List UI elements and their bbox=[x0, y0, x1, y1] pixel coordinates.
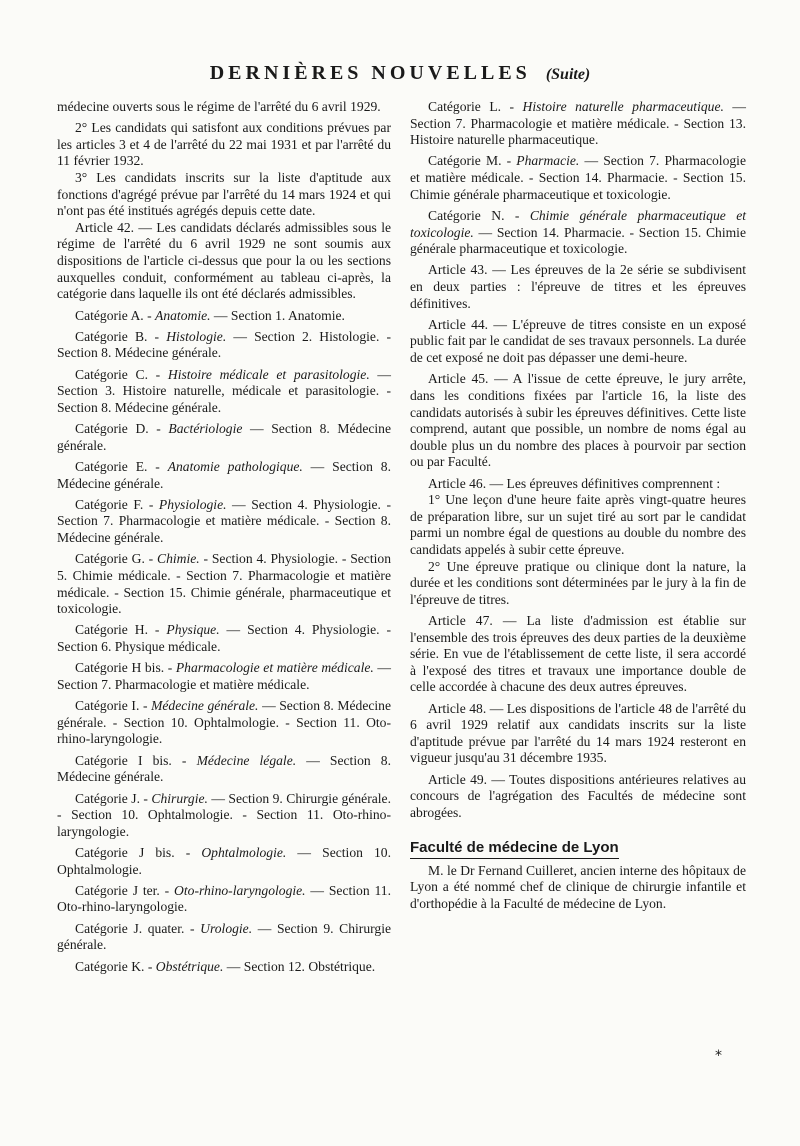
article-paragraph: 1° Une leçon d'une heure faite après vingt-quatre heures de préparation libre, sur un sujet tiré au sort par le candidat parmi un nombre égal de questions au double du nombre des candidats appelés à subir cette épreuve. bbox=[410, 492, 746, 557]
category-discipline: Médecine légale. bbox=[196, 752, 297, 768]
category-discipline: Chirurgie. bbox=[151, 790, 208, 806]
category-label: Catégorie J. quater. - bbox=[75, 920, 201, 936]
footer-mark: * bbox=[715, 1048, 722, 1064]
category-paragraph bbox=[57, 308, 391, 325]
category-label: Catégorie C. - bbox=[75, 366, 168, 382]
section-paragraph: M. le Dr Fernand Cuilleret, ancien interne des hôpitaux de Lyon a été nommé chef de clinique de chirurgie infantile et d'orthopédie à la Faculté de médecine de Lyon. bbox=[410, 862, 746, 911]
category-discipline: Oto-rhino-laryngologie. bbox=[174, 882, 306, 898]
category-label: Catégorie I. - bbox=[75, 698, 152, 714]
article-paragraph: 3° Les candidats inscrits sur la liste d'aptitude aux fonctions d'agrégé prévue par l'arrêté du 14 mars 1924 et qui n'ont pas été institués agrégés depuis cette date. bbox=[57, 170, 391, 219]
category-paragraph bbox=[57, 883, 391, 916]
category-label: Catégorie N. - bbox=[428, 207, 530, 223]
category-paragraph bbox=[57, 367, 391, 417]
category-discipline: Pharmacie. bbox=[516, 153, 580, 169]
category-paragraph bbox=[57, 959, 391, 976]
category-discipline: Anatomie. bbox=[155, 307, 211, 323]
article-paragraph: Article 45. — A l'issue de cette épreuve, le jury arrête, dans les conditions fixées par l'article 16, la liste des candidats autorisés à subir les épreuves définitives. Cette liste comprend, autant que possible, un nombre de noms égal au double plus un du nombre des places à pourvoir par section ou par Faculté. bbox=[410, 371, 746, 470]
category-paragraph bbox=[57, 791, 391, 841]
header-suite: (Suite) bbox=[545, 66, 591, 83]
category-label: Catégorie E. - bbox=[75, 459, 168, 474]
category-discipline: Bactériologie bbox=[168, 421, 243, 437]
article-paragraph: Article 46. — Les épreuves définitives comprennent : bbox=[428, 475, 721, 491]
category-label: Catégorie I bis. - bbox=[75, 752, 197, 768]
category-paragraph bbox=[57, 698, 391, 748]
category-label: Catégorie H. - bbox=[75, 622, 167, 638]
category-sections: — Section 4. Physiologie. - Section 6. Physique médicale. bbox=[57, 622, 391, 654]
article-paragraph: 2° Une épreuve pratique ou clinique dont la nature, la durée et les conditions sont déterminées par le jury à la fin de l'épreuve de titres. bbox=[410, 558, 746, 607]
category-paragraph bbox=[57, 551, 391, 617]
category-paragraph bbox=[57, 497, 391, 547]
category-label: Catégorie D. - bbox=[75, 421, 169, 437]
category-sections: — Section 8. Médecine générale. bbox=[57, 752, 391, 785]
category-paragraph bbox=[57, 329, 391, 362]
category-sections: — Section 2. Histologie. - Section 8. Médecine générale. bbox=[57, 328, 391, 361]
category-sections: — Section 3. Histoire naturelle, médicale et parasitologie. - Section 8. Médecine générale. bbox=[57, 366, 392, 415]
article-paragraph: Article 42. — Les candidats déclarés admissibles sous le régime de l'arrêté du 6 avril 1929 ne sont soumis aux dispositions de l'article ci-dessus que pour la ou les sections auxquelles conduit, conformément au tableau ci-après, la catégorie dans laquelle ils ont été déclarés admissibles. bbox=[57, 219, 391, 302]
category-label: Catégorie F. - bbox=[75, 496, 159, 512]
category-label: Catégorie J bis. - bbox=[75, 844, 202, 860]
category-label: Catégorie A. - bbox=[75, 307, 156, 323]
header-title: DERNIÈRES NOUVELLES bbox=[209, 62, 531, 84]
category-paragraph bbox=[57, 660, 391, 693]
category-discipline: Histoire médicale et parasitologie. bbox=[167, 366, 370, 382]
category-sections: — Section 8. Médecine générale. - Section 10. Ophtalmologie. - Section 11. Oto-rhino-laryngologie. bbox=[57, 698, 391, 747]
category-sections: — Section 9. Chirurgie générale. - Section 10. Ophtalmologie. - Section 11. Oto-rhino-laryngologie. bbox=[57, 790, 391, 839]
article-paragraph: Article 49. — Toutes dispositions antérieures relatives au concours de l'agrégation des Facultés de médecine sont abrogées. bbox=[410, 771, 746, 820]
article-paragraph: Article 47. — La liste d'admission est établie sur l'ensemble des trois épreuves des deux parties de la deuxième série. En vue de l'établissement de cette liste, il sera accordé à l'exposé des titres et travaux une importance double de celle accordée à chacune des deux autres épreuves. bbox=[410, 613, 746, 695]
category-sections: — Section 11. Oto-rhino-laryngologie. bbox=[57, 882, 391, 915]
category-sections: — Section 12. Obstétrique. bbox=[223, 958, 376, 974]
left-column bbox=[57, 99, 391, 980]
page-header bbox=[0, 62, 800, 85]
category-label: Catégorie H bis. - bbox=[75, 660, 176, 676]
category-paragraph bbox=[410, 99, 746, 149]
category-discipline: Chimie. bbox=[157, 551, 200, 567]
article-paragraph: Article 43. — Les épreuves de la 2e série se subdivisent en deux parties : l'épreuve de titres et les épreuves définitives. bbox=[410, 262, 746, 311]
category-discipline: Médecine générale. bbox=[151, 698, 259, 714]
category-sections: — Section 7. Pharmacologie et matière médicale. - Section 14. Pharmacie. - Section 15. Chimie générale pharmaceutique et toxicologie. bbox=[410, 153, 746, 202]
category-paragraph bbox=[410, 153, 746, 203]
category-discipline: Ophtalmologie. bbox=[201, 844, 287, 860]
category-sections: — Section 10. Ophtalmologie. bbox=[57, 844, 392, 877]
category-paragraph bbox=[57, 622, 391, 655]
section-heading: Faculté de médecine de Lyon bbox=[410, 840, 619, 859]
category-discipline: Physique. bbox=[166, 622, 220, 638]
category-paragraph bbox=[410, 208, 746, 258]
category-label: Catégorie G. - bbox=[75, 551, 158, 567]
category-discipline: Chimie générale pharmaceutique et toxicologie. bbox=[410, 207, 747, 240]
category-discipline: Histologie. bbox=[166, 328, 227, 344]
category-label: Catégorie B. - bbox=[75, 328, 167, 344]
category-label: Catégorie J. - bbox=[75, 790, 152, 806]
category-sections: — Section 1. Anatomie. bbox=[210, 307, 345, 323]
category-sections: — Section 8. Médecine générale. bbox=[57, 421, 392, 453]
article-paragraph: médecine ouverts sous le régime de l'arrêté du 6 avril 1929. bbox=[57, 99, 381, 114]
category-sections: — Section 7. Pharmacologie et matière médicale. - Section 13. Histoire naturelle pharmaceutique. bbox=[410, 99, 746, 148]
category-label: Catégorie K. - bbox=[75, 958, 156, 974]
category-paragraph bbox=[57, 459, 391, 492]
category-label: Catégorie L. - bbox=[428, 99, 523, 114]
article-paragraph: Article 44. — L'épreuve de titres consiste en un exposé public fait par le candidat de ses travaux personnels. La durée de cet exposé ne doit pas dépasser une demi-heure. bbox=[410, 316, 746, 366]
right-column-paragraphs bbox=[410, 99, 746, 822]
category-discipline: Urologie. bbox=[200, 920, 253, 936]
category-sections: — Section 7. Pharmacologie et matière médicale. bbox=[57, 660, 391, 692]
category-discipline: Physiologie. bbox=[158, 496, 227, 512]
category-sections: — Section 14. Pharmacie. - Section 15. Chimie générale pharmaceutique et toxicologie. bbox=[410, 224, 746, 257]
category-label: Catégorie M. - bbox=[428, 153, 517, 169]
category-paragraph bbox=[57, 845, 391, 878]
category-paragraph bbox=[57, 421, 391, 454]
category-sections: — Section 9. Chirurgie générale. bbox=[57, 920, 392, 953]
article-paragraph: 2° Les candidats qui satisfont aux conditions prévues par les articles 3 et 4 de l'arrêté du 22 mai 1931 et par l'arrêté du 11 février 1932. bbox=[57, 120, 391, 169]
category-paragraph bbox=[57, 921, 391, 954]
category-discipline: Histoire naturelle pharmaceutique. bbox=[522, 99, 724, 114]
category-sections: — Section 8. Médecine générale. bbox=[57, 459, 391, 491]
article-paragraph: Article 48. — Les dispositions de l'article 48 de l'arrêté du 6 avril 1929 relatif aux candidats inscrits sur la liste d'aptitude prévue par l'arrêté du 14 mars 1924 resteront en vigueur jusqu'au 31 décembre 1935. bbox=[410, 700, 746, 766]
category-discipline: Anatomie pathologique. bbox=[167, 459, 303, 474]
category-discipline: Obstétrique. bbox=[155, 958, 224, 974]
category-paragraph bbox=[57, 753, 391, 786]
category-discipline: Pharmacologie et matière médicale. bbox=[175, 660, 374, 676]
category-sections: — Section 4. Physiologie. - Section 7. Pharmacologie et matière médicale. - Section 8. Médecine générale. bbox=[57, 496, 391, 546]
category-sections: - Section 4. Physiologie. - Section 5. Chimie médicale. - Section 7. Pharmacologie et matière médicale. - Section 15. Chimie générale, pharmaceutique et toxicologie. bbox=[57, 551, 391, 617]
right-column bbox=[410, 99, 746, 917]
category-label: Catégorie J ter. - bbox=[75, 882, 175, 898]
